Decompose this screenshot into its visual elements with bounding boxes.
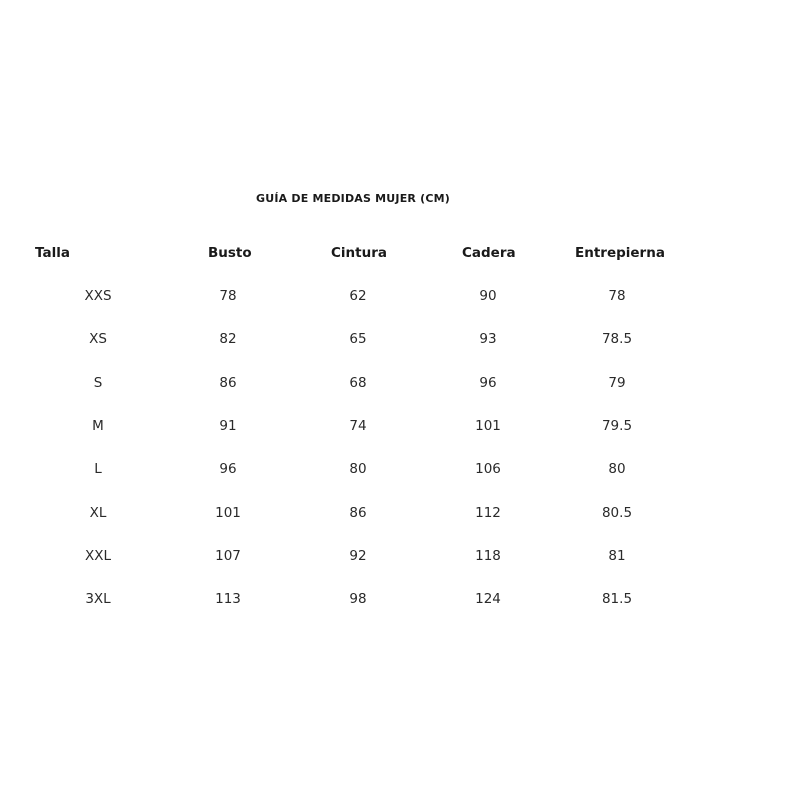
header-cintura: Cintura: [331, 245, 387, 261]
cell-cintura: 86: [349, 505, 367, 521]
cell-entrepierna: 79: [608, 375, 626, 391]
header-busto: Busto: [208, 245, 252, 261]
cell-busto: 91: [219, 418, 237, 434]
cell-talla: L: [94, 461, 102, 477]
size-guide-title: GUÍA DE MEDIDAS MUJER (CM): [256, 192, 451, 205]
cell-cadera: 106: [475, 461, 501, 477]
cell-busto: 96: [219, 461, 237, 477]
cell-entrepierna: 81: [608, 548, 626, 564]
cell-cadera: 112: [475, 505, 501, 521]
cell-cintura: 62: [349, 288, 367, 304]
cell-cadera: 118: [475, 548, 501, 564]
cell-cintura: 68: [349, 375, 367, 391]
cell-talla: XS: [89, 331, 107, 347]
cell-busto: 86: [219, 375, 237, 391]
cell-cadera: 101: [475, 418, 501, 434]
header-talla: Talla: [35, 245, 70, 261]
cell-cadera: 96: [479, 375, 497, 391]
cell-talla: M: [92, 418, 104, 434]
cell-cintura: 98: [349, 591, 367, 607]
cell-talla: XXS: [84, 288, 112, 304]
cell-cintura: 80: [349, 461, 367, 477]
header-cadera: Cadera: [462, 245, 516, 261]
cell-talla: XL: [89, 505, 107, 521]
cell-cintura: 65: [349, 331, 367, 347]
cell-cintura: 74: [349, 418, 367, 434]
cell-cadera: 93: [479, 331, 497, 347]
header-entrepierna: Entrepierna: [575, 245, 665, 261]
cell-entrepierna: 79.5: [601, 418, 633, 434]
cell-busto: 101: [215, 505, 241, 521]
cell-talla: XXL: [84, 548, 112, 564]
cell-cadera: 124: [475, 591, 501, 607]
cell-busto: 113: [215, 591, 241, 607]
cell-talla: 3XL: [85, 591, 111, 607]
cell-busto: 107: [215, 548, 241, 564]
cell-cadera: 90: [479, 288, 497, 304]
cell-entrepierna: 78.5: [601, 331, 633, 347]
cell-talla: S: [93, 375, 103, 391]
cell-cintura: 92: [349, 548, 367, 564]
cell-entrepierna: 78: [608, 288, 626, 304]
cell-busto: 78: [219, 288, 237, 304]
cell-entrepierna: 80.5: [601, 505, 633, 521]
cell-busto: 82: [219, 331, 237, 347]
cell-entrepierna: 80: [608, 461, 626, 477]
cell-entrepierna: 81.5: [601, 591, 633, 607]
